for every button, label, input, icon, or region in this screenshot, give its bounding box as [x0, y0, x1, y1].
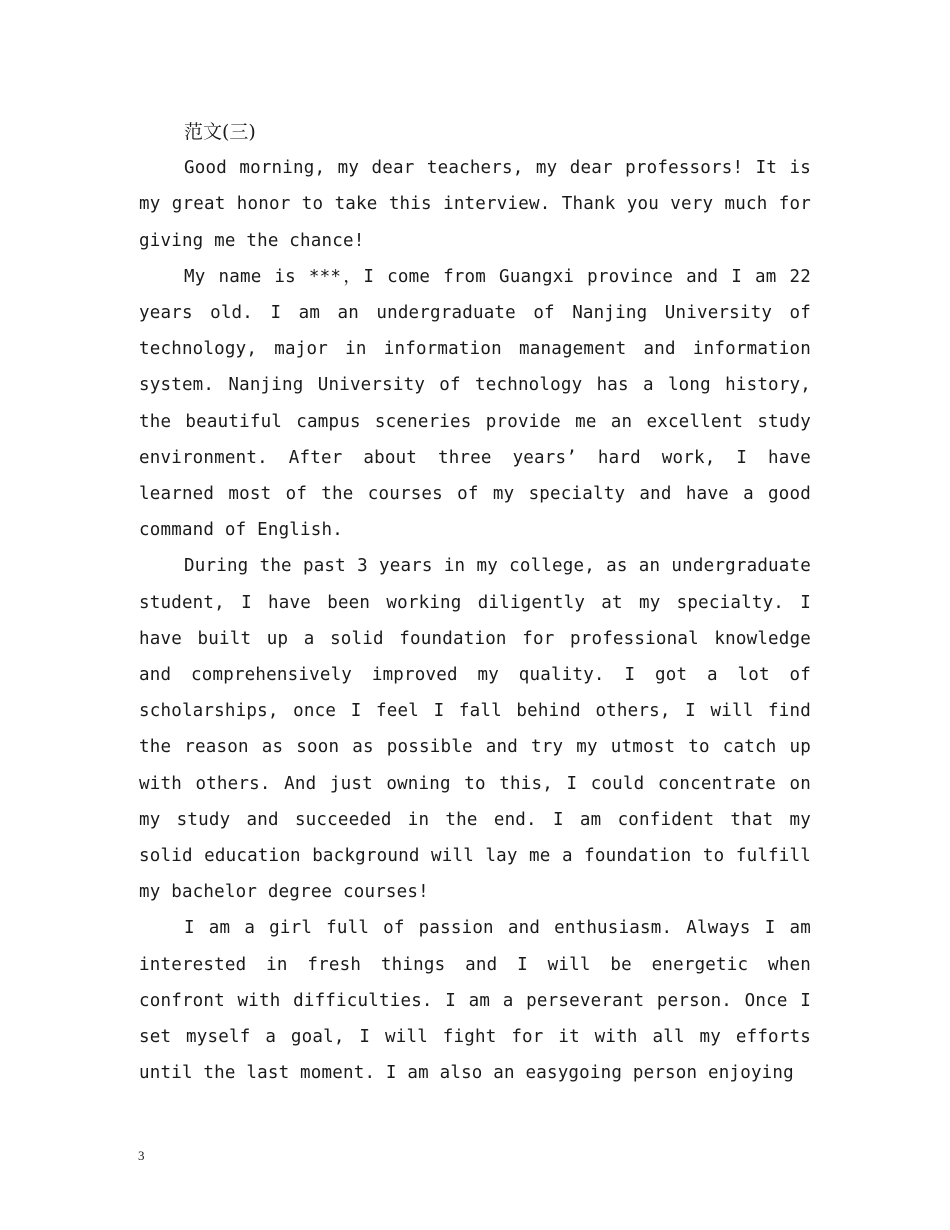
paragraph-personality: I am a girl full of passion and enthusiasm. Always I am interested in fresh things and I will be energetic when confront with difficulties. I am a perseverant person. Once I set myself a goal, I will fight for it with all my efforts until the last moment. I am also an easygoing person enjoying: [139, 918, 811, 1084]
paragraph-introduction: My name is ***，I come from Guangxi province and I am 22 years old. I am an undergraduate of Nanjing University of technology, major in information management and information system. Nanjing University of technology has a long history, the beautiful campus sceneries provide me an excellent study environment. After about three years’ hard work, I have learned most of the courses of my specialty and have a good command of English.: [139, 266, 811, 541]
paragraph-greeting: Good morning, my dear teachers, my dear professors! It is my great honor to take this interview. Thank you very much for giving me the chance!: [139, 158, 811, 251]
document-body: [139, 114, 811, 1091]
section-heading: 范文(三): [184, 121, 256, 143]
paragraph-college-study: During the past 3 years in my college, as an undergraduate student, I have been working diligently at my specialty. I have built up a solid foundation for professional knowledge and comprehensively improved my quality. I got a lot of scholarships, once I feel I fall behind others, I will find the reason as soon as possible and try my utmost to catch up with others. And just owning to this, I could concentrate on my study and succeeded in the end. I am confident that my solid education background will lay me a foundation to fulfill my bachelor degree courses!: [139, 556, 811, 903]
page-number: 3: [138, 1148, 145, 1163]
